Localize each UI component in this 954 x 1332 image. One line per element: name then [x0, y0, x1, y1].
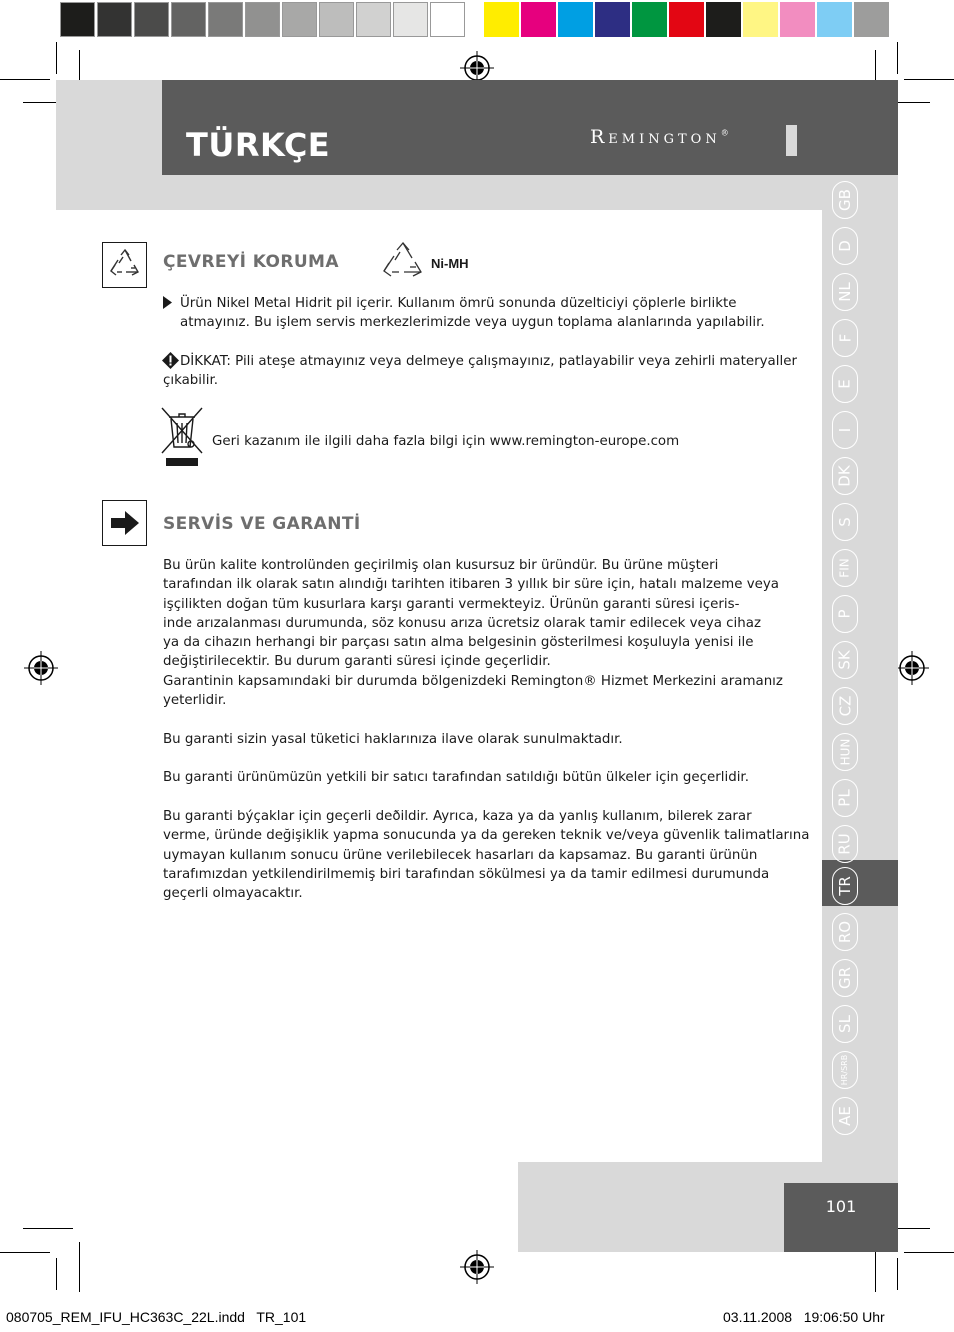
- process-swatch: [595, 2, 630, 37]
- text-line: Ürün Nikel Metal Hidrit pil içerir. Kullanım ömrü sonunda düzelticiyi çöplerle birlikte: [180, 296, 737, 311]
- process-swatch: [558, 2, 593, 37]
- language-tab-label: CZ: [836, 695, 854, 717]
- grey-swatch: [430, 2, 465, 37]
- crossed-bin-icon: [160, 405, 204, 467]
- language-tab-label: P: [835, 609, 854, 619]
- language-tab-label: HR/SRB: [840, 1054, 849, 1086]
- print-slug-filename: 080705_REM_IFU_HC363C_22L.indd TR_101: [6, 1309, 307, 1325]
- language-tab-label: GB: [835, 189, 854, 211]
- language-tab-label: DK: [835, 465, 854, 487]
- language-tab-f[interactable]: [832, 319, 858, 357]
- language-tab-label: S: [836, 517, 854, 527]
- language-tab-label: I: [836, 427, 854, 433]
- language-tab-ro[interactable]: [832, 913, 858, 951]
- registration-mark-icon: [460, 1250, 494, 1284]
- grey-swatch: [319, 2, 354, 37]
- text-line: verme, üründe değişiklik yapma sonucunda ya da gereken teknik ve/veya güvenlik talimatlarına: [163, 828, 810, 844]
- print-slug-timestamp: 03.11.2008 19:06:50 Uhr: [723, 1309, 885, 1325]
- warning-icon: [162, 352, 179, 369]
- nimh-badge: Ni-MH: [431, 256, 469, 271]
- language-tab-label: D: [836, 240, 854, 252]
- text-line: değiştirilecektir. Bu durum garanti süresi içinde geçerlidir.: [163, 654, 551, 670]
- brand-logo: [590, 126, 729, 148]
- language-tab-p[interactable]: [832, 595, 858, 633]
- process-swatch: [669, 2, 704, 37]
- env-bullet-text: [180, 294, 765, 333]
- warranty-paragraph-2: Bu garanti sizin yasal tüketici haklarınıza ilave olarak sunulmaktadır.: [163, 732, 623, 747]
- language-tab-e[interactable]: [832, 365, 858, 403]
- process-swatch: [854, 2, 889, 37]
- warranty-paragraph-4: [163, 807, 809, 903]
- grey-swatch: [60, 2, 95, 37]
- language-tab-sl[interactable]: [832, 1005, 858, 1043]
- language-tab-hun[interactable]: [832, 733, 858, 771]
- grey-swatch: [282, 2, 317, 37]
- process-swatch: [632, 2, 667, 37]
- grey-swatch: [208, 2, 243, 37]
- language-tab-s[interactable]: [832, 503, 858, 541]
- section-heading-service: SERVİS VE GARANTİ: [163, 514, 361, 534]
- recycle-icon: [380, 240, 426, 286]
- text-line: ya da cihazın herhangi bir parçası satın alma belgesinin gösterilmesi koşuluyla yenisi ile: [163, 635, 754, 651]
- language-tab-nl[interactable]: [832, 273, 858, 311]
- process-swatch: [484, 2, 519, 37]
- grey-swatch: [97, 2, 132, 37]
- warranty-paragraph-3: Bu garanti ürünümüzün yetkili bir satıcı tarafından satıldığı bütün ülkeler için geçerlidir.: [163, 770, 749, 785]
- language-tab-d[interactable]: [832, 227, 858, 265]
- brand-bar: [786, 125, 797, 156]
- text-line: Garantinin kapsamındaki bir durumda bölgenizdeki Remington® Hizmet Merkezini aramanız: [163, 673, 783, 689]
- process-swatch: [706, 2, 741, 37]
- language-tab-sk[interactable]: [832, 641, 858, 679]
- language-tab-gr[interactable]: [832, 959, 858, 997]
- language-tab-label: F: [835, 333, 854, 343]
- language-tab-label: HUN: [838, 738, 853, 766]
- page-number: 101: [825, 1197, 857, 1216]
- language-tab-label: E: [835, 379, 854, 389]
- text-line: Bu garanti býçaklar için geçerli deðildir. Ayrıca, kaza ya da yanlış kullanım, bilerek zarar: [163, 809, 752, 824]
- triangle-bullet-icon: [163, 296, 172, 309]
- language-tab-hr-srb[interactable]: [832, 1051, 858, 1089]
- language-tab-label: FIN: [837, 558, 852, 578]
- page-number-box: [784, 1183, 898, 1252]
- env-warning-text: [163, 352, 797, 391]
- text-line: uymayan kullanım sonucu ürüne verilebilecek hasarları da kapsamaz. Bu garanti ürünün: [163, 847, 758, 863]
- arrow-right-icon: [109, 509, 141, 537]
- grey-swatch: [134, 2, 169, 37]
- language-tab-label: TR: [836, 876, 854, 896]
- grey-swatch: [171, 2, 206, 37]
- process-swatch: [780, 2, 815, 37]
- grey-swatch: [393, 2, 428, 37]
- registration-mark-icon: [24, 651, 58, 685]
- language-tab-cz[interactable]: [832, 687, 858, 725]
- language-tab-pl[interactable]: [832, 779, 858, 817]
- text-line: Bu ürün kalite kontrolünden geçirilmiş olan kusursuz bir üründür. Bu ürüne müşteri: [163, 558, 719, 573]
- language-tab-ae[interactable]: [832, 1097, 858, 1135]
- language-tab-label: SL: [835, 1015, 854, 1033]
- language-tab-label: GR: [835, 966, 854, 990]
- brand-registered-mark: ®: [720, 128, 729, 138]
- process-swatch: [743, 2, 778, 37]
- text-line: yeterlidir.: [163, 693, 227, 709]
- recycle-info-text: Geri kazanım ile ilgili daha fazla bilgi için www.remington-europe.com: [212, 434, 680, 449]
- language-tab-label: NL: [835, 282, 854, 302]
- registration-mark-icon: [895, 651, 929, 685]
- language-tab-label: RO: [835, 920, 854, 944]
- text-line: DİKKAT: Pili ateşe atmayınız veya delmeye çalışmayınız, patlayabilir veya zehirli materyaller: [180, 354, 797, 369]
- warranty-paragraph-1: [163, 556, 783, 710]
- text-line: tarafımızdan yetkilendirilmemiş biri tarafından sökülmesi ya da tamir edilmesi durumunda: [163, 866, 770, 882]
- language-tab-ru[interactable]: [832, 825, 858, 863]
- text-line: işçilikten doğan tüm kusurlara karşı garanti vermekteyiz. Ürünün garanti süresi içeris-: [163, 596, 740, 612]
- language-tab-label: RU: [836, 833, 854, 855]
- recycle-icon-box: [102, 242, 147, 288]
- text-line: geçerli olmayacaktır.: [163, 886, 303, 902]
- text-line: atmayınız. Bu işlem servis merkezlerimizde veya uygun toplama alanlarında yapılabilir.: [180, 315, 765, 331]
- language-tab-label: AE: [836, 1106, 854, 1126]
- language-tab-dk[interactable]: [832, 457, 858, 495]
- process-swatch: [521, 2, 556, 37]
- recycle-icon: [107, 247, 143, 283]
- section-heading-environment: ÇEVREYİ KORUMA: [163, 252, 339, 272]
- arrow-icon-box: [102, 500, 147, 546]
- page-title: TÜRKÇE: [186, 126, 331, 164]
- language-tab-label: PL: [836, 789, 854, 807]
- process-swatch: [817, 2, 852, 37]
- language-tab-fin[interactable]: [832, 549, 858, 587]
- language-tab-label: SK: [835, 650, 854, 670]
- grey-swatch: [245, 2, 280, 37]
- language-tab-i[interactable]: [832, 411, 858, 449]
- text-line: çıkabilir.: [163, 373, 218, 389]
- brand-name: Remington: [590, 126, 721, 148]
- text-line: tarafından ilk olarak satın alındığı tarihten itibaren 3 yıllık bir süre için, hatalı malzeme veya: [163, 577, 780, 593]
- grey-swatch: [356, 2, 391, 37]
- language-tab-tr[interactable]: [832, 867, 858, 905]
- text-line: inde arızalanması durumunda, söz konusu arıza ücretsiz olarak tamir edilecek veya cihaz: [163, 615, 761, 631]
- language-tab-gb[interactable]: [832, 181, 858, 219]
